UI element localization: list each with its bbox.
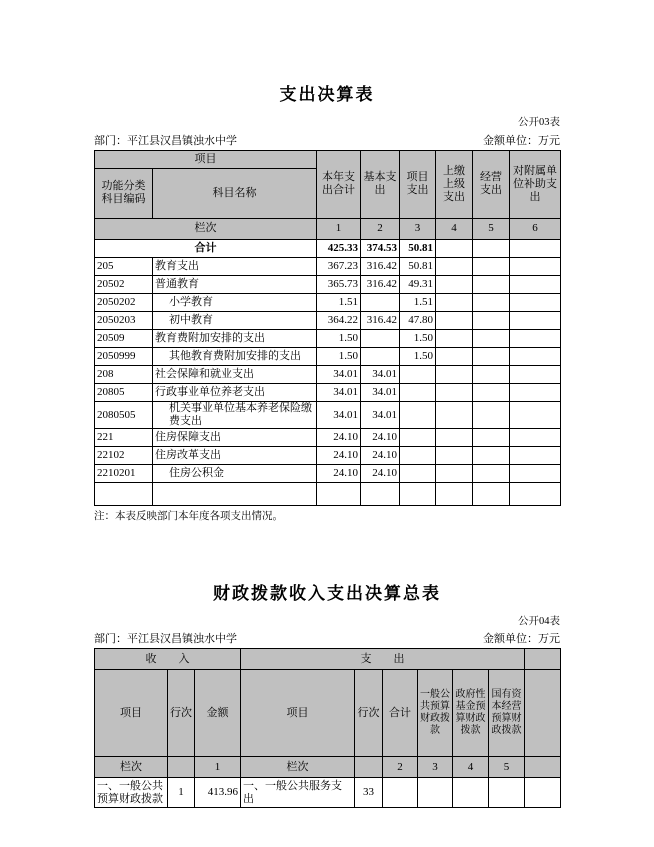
column-number-3: 3 [418, 757, 453, 778]
income-item: 一、一般公共预算财政拨款 [95, 778, 168, 808]
row-subject-name: 教育费附加安排的支出 [153, 329, 317, 347]
header-empty-column [525, 670, 561, 757]
table1-data-row [95, 329, 561, 347]
row-value [510, 347, 561, 365]
table1-meta-row [94, 135, 560, 148]
row-subject-name: 初中教育 [153, 311, 317, 329]
header-basic-expenditure: 基本支出 [361, 150, 400, 218]
header-expense-item: 项目 [241, 670, 355, 757]
header-empty-corner [525, 649, 561, 670]
row-value [436, 311, 473, 329]
row-value: 24.10 [317, 465, 361, 483]
header-income-amount: 金额 [195, 670, 241, 757]
row-value [510, 329, 561, 347]
row-code: 2080505 [95, 401, 153, 428]
row-value [400, 447, 436, 465]
row-code: 20805 [95, 383, 153, 401]
row-value [436, 275, 473, 293]
table1-dept-label: 部门：平江县汉昌镇浊水中学 [94, 134, 237, 147]
empty-cell [153, 483, 317, 506]
section-fiscal-summary-table [94, 584, 560, 809]
table1-data-row [95, 347, 561, 365]
header-income-item: 项目 [95, 670, 168, 757]
row-subject-name: 住房改革支出 [153, 447, 317, 465]
table2-title: 财政拨款收入支出决算总表 [213, 583, 441, 603]
fiscal-summary-table [94, 648, 561, 808]
row-code: 20502 [95, 275, 153, 293]
empty-cell [400, 483, 436, 506]
row-value [473, 365, 510, 383]
row-value [510, 311, 561, 329]
row-value [400, 383, 436, 401]
row-value [361, 329, 400, 347]
row-value [510, 465, 561, 483]
row-value: 34.01 [317, 401, 361, 428]
header-total-expenditure: 本年支出合计 [317, 150, 361, 218]
header-upturn-expenditure: 上缴上级支出 [436, 150, 473, 218]
empty-cell [510, 483, 561, 506]
row-value: 1.50 [400, 347, 436, 365]
row-value [436, 401, 473, 428]
row-value [473, 429, 510, 447]
section-expenditure-table [94, 11, 560, 524]
column-number-2: 2 [361, 218, 400, 239]
row-value [473, 383, 510, 401]
row-code: 208 [95, 365, 153, 383]
table1-doc-label: 公开03表 [518, 117, 560, 129]
empty-cell [525, 778, 561, 808]
column-number-3: 3 [400, 218, 436, 239]
row-value [473, 447, 510, 465]
row-value [473, 465, 510, 483]
header-expense-group: 支 出 [241, 649, 525, 670]
row-value: 24.10 [317, 447, 361, 465]
income-amount: 413.96 [195, 778, 241, 808]
row-subject-name: 教育支出 [153, 257, 317, 275]
row-value: 1.50 [400, 329, 436, 347]
row-value [400, 465, 436, 483]
header-state-capital-budget: 国有资本经营预算财政拨款 [489, 670, 525, 757]
table2-doc-label: 公开04表 [518, 615, 560, 627]
header-government-fund-budget: 政府性基金预算财政拨款 [453, 670, 489, 757]
expenditure-table [94, 150, 561, 506]
column-number-2: 2 [383, 757, 418, 778]
row-value: 34.01 [317, 365, 361, 383]
row-value [361, 293, 400, 311]
row-value: 24.10 [361, 429, 400, 447]
table1-body [95, 239, 561, 505]
header-subsidy-expenditure: 对附属单位补助支出 [510, 150, 561, 218]
row-value [436, 293, 473, 311]
row-value [510, 383, 561, 401]
row-value [473, 275, 510, 293]
empty-cell [361, 483, 400, 506]
row-code: 22102 [95, 447, 153, 465]
row-subject-name: 小学教育 [153, 293, 317, 311]
row-subject-name: 其他教育费附加安排的支出 [153, 347, 317, 365]
column-number-4: 4 [436, 218, 473, 239]
row-value: 34.01 [361, 401, 400, 428]
row-value: 1.50 [317, 347, 361, 365]
header-operating-expenditure: 经营支出 [473, 150, 510, 218]
row-code: 20509 [95, 329, 153, 347]
row-value: 316.42 [361, 275, 400, 293]
table2-lanci-row [95, 757, 561, 778]
row-value: 34.01 [317, 383, 361, 401]
header-expense-line: 行次 [355, 670, 383, 757]
expense-line-number: 33 [355, 778, 383, 808]
row-value: 364.22 [317, 311, 361, 329]
header-project: 项目 [95, 150, 317, 168]
row-code: 2050203 [95, 311, 153, 329]
table2-dept-label: 部门：平江县汉昌镇浊水中学 [94, 633, 237, 646]
expense-value [489, 778, 525, 808]
row-value [436, 465, 473, 483]
column-number-1: 1 [195, 757, 241, 778]
table2-header-row-1 [95, 649, 561, 670]
header-general-public-budget: 一般公共预算财政拨款 [418, 670, 453, 757]
row-value [510, 429, 561, 447]
table2-header-row-2 [95, 670, 561, 757]
column-number-5: 5 [489, 757, 525, 778]
row-value [510, 257, 561, 275]
header-function-code: 功能分类科目编码 [95, 168, 153, 218]
row-value [510, 275, 561, 293]
lanci-empty [168, 757, 195, 778]
table1-data-row [95, 465, 561, 483]
lanci-empty [355, 757, 383, 778]
row-subject-name: 行政事业单位养老支出 [153, 383, 317, 401]
table1-data-row [95, 429, 561, 447]
expense-value [418, 778, 453, 808]
row-subject-name: 住房公积金 [153, 465, 317, 483]
row-value [436, 329, 473, 347]
income-line-number: 1 [168, 778, 195, 808]
table1-data-row [95, 257, 561, 275]
total-value: 425.33 [317, 239, 361, 257]
table1-lanci-row [95, 218, 561, 239]
row-subject-name: 机关事业单位基本养老保险缴费支出 [153, 401, 317, 428]
table1-empty-row [95, 483, 561, 506]
row-value [436, 429, 473, 447]
header-income-group: 收 入 [95, 649, 241, 670]
row-value: 34.01 [361, 383, 400, 401]
table1-data-row [95, 293, 561, 311]
row-value [510, 293, 561, 311]
total-label: 合计 [95, 239, 317, 257]
row-value [473, 293, 510, 311]
header-expense-total: 合计 [383, 670, 418, 757]
row-value [473, 257, 510, 275]
row-value: 34.01 [361, 365, 400, 383]
table1-data-row [95, 401, 561, 428]
table1-title: 支出决算表 [279, 85, 375, 105]
expense-value [453, 778, 489, 808]
row-code: 205 [95, 257, 153, 275]
row-value: 316.42 [361, 257, 400, 275]
table1-data-row [95, 311, 561, 329]
row-subject-name: 普通教育 [153, 275, 317, 293]
row-value [436, 365, 473, 383]
row-subject-name: 住房保障支出 [153, 429, 317, 447]
empty-cell [436, 483, 473, 506]
row-value [510, 447, 561, 465]
row-value [361, 347, 400, 365]
row-value: 367.23 [317, 257, 361, 275]
row-value: 24.10 [361, 447, 400, 465]
table1-data-row [95, 447, 561, 465]
total-value [473, 239, 510, 257]
total-value [436, 239, 473, 257]
lanci-empty [525, 757, 561, 778]
row-subject-name: 社会保障和就业支出 [153, 365, 317, 383]
table2-meta-row [94, 633, 560, 646]
row-value [473, 401, 510, 428]
empty-cell [473, 483, 510, 506]
table1-data-row [95, 383, 561, 401]
row-value [436, 347, 473, 365]
table1-total-row [95, 239, 561, 257]
row-value [400, 365, 436, 383]
row-value: 24.10 [317, 429, 361, 447]
row-value: 1.51 [317, 293, 361, 311]
table1-header-row-1 [95, 150, 561, 168]
header-project-expenditure: 项目支出 [400, 150, 436, 218]
table2-data-row [95, 778, 561, 808]
total-value [510, 239, 561, 257]
row-code: 2210201 [95, 465, 153, 483]
column-number-6: 6 [510, 218, 561, 239]
row-value: 365.73 [317, 275, 361, 293]
lanci-label-income: 栏次 [95, 757, 168, 778]
lanci-label-expense: 栏次 [241, 757, 355, 778]
row-value: 1.50 [317, 329, 361, 347]
row-value [510, 401, 561, 428]
total-value: 374.53 [361, 239, 400, 257]
table1-data-row [95, 365, 561, 383]
row-value [473, 329, 510, 347]
column-number-1: 1 [317, 218, 361, 239]
row-value: 50.81 [400, 257, 436, 275]
row-value: 47.80 [400, 311, 436, 329]
column-number-5: 5 [473, 218, 510, 239]
table1-note: 注：本表反映部门本年度各项支出情况。 [94, 511, 283, 523]
row-value: 24.10 [361, 465, 400, 483]
row-value [436, 383, 473, 401]
row-value [510, 365, 561, 383]
header-income-line: 行次 [168, 670, 195, 757]
row-value [400, 429, 436, 447]
expense-value [383, 778, 418, 808]
row-value [473, 347, 510, 365]
table2-body [95, 778, 561, 808]
row-value [473, 311, 510, 329]
row-value [436, 447, 473, 465]
header-subject-name: 科目名称 [153, 168, 317, 218]
row-code: 2050202 [95, 293, 153, 311]
row-code: 221 [95, 429, 153, 447]
total-value: 50.81 [400, 239, 436, 257]
empty-cell [95, 483, 153, 506]
table1-unit-label: 金额单位：万元 [483, 134, 560, 147]
row-value: 316.42 [361, 311, 400, 329]
row-value [436, 257, 473, 275]
row-value: 49.31 [400, 275, 436, 293]
empty-cell [317, 483, 361, 506]
column-number-4: 4 [453, 757, 489, 778]
row-code: 2050999 [95, 347, 153, 365]
lanci-label: 栏次 [95, 218, 317, 239]
expense-item: 一、一般公共服务支出 [241, 778, 355, 808]
table1-data-row [95, 275, 561, 293]
row-value: 1.51 [400, 293, 436, 311]
table2-unit-label: 金额单位：万元 [483, 633, 560, 646]
row-value [400, 401, 436, 428]
